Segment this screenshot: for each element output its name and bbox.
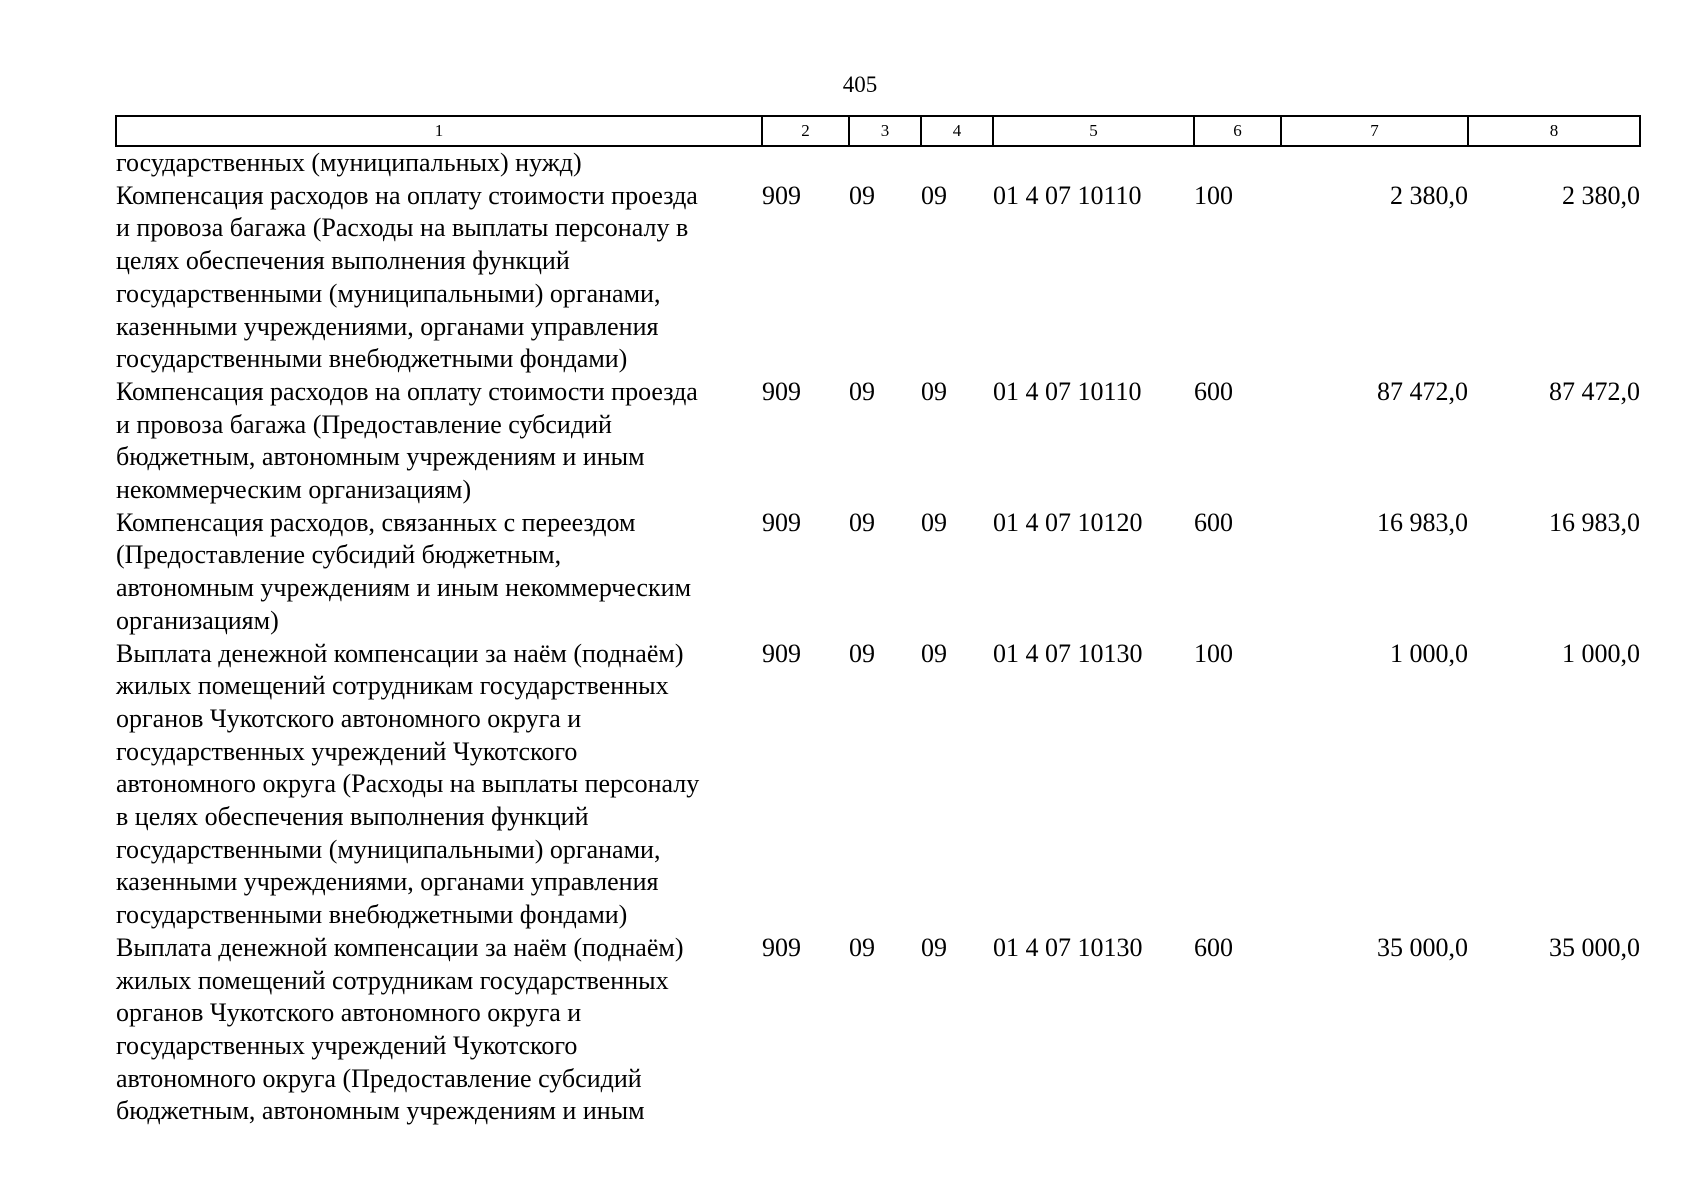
cell-gr: 909 [762,932,801,962]
cell-gr: 909 [762,507,801,537]
table-row [116,507,1640,638]
budget-table [115,115,1641,1128]
cell-vr: 100 [1194,180,1233,210]
cell-vr: 600 [1194,376,1233,406]
cell-sum-1: 16 983,0 [1377,507,1468,537]
row-description: Выплата денежной компенсации за наём (поднаём) жилых помещений сотрудникам государственных органов Чукотского автономного округа и государственных учреждений Чукотского автономного округа (Предоставление субсидий бюджетным, автономным учреждениям и иным [116,932,684,1126]
row-description: Компенсация расходов на оплату стоимости проезда и провоза багажа (Расходы на выплаты персоналу в целях обеспечения выполнения функций государственными (муниципальными) органами, казенными учреждениями, органами управления государственными внебюджетными фондами) [116,180,698,374]
cell-sum-2: 35 000,0 [1549,932,1640,962]
cell-gr: 909 [762,376,801,406]
cell-sum-2 [1468,146,1640,180]
cell-sum-2: 1 000,0 [1562,638,1640,668]
cell-pr: 09 [921,932,947,962]
cell-sum-2: 87 472,0 [1549,376,1640,406]
cell-vr [1194,146,1281,180]
cell-csr [993,146,1194,180]
row-description: Выплата денежной компенсации за наём (поднаём) жилых помещений сотрудникам государственных органов Чукотского автономного округа и государственных учреждений Чукотского автономного округа (Расходы на выплаты персоналу в целях обеспечения выполнения функций государственными (муниципальными) органами, казенными учреждениями, органами управления государственными внебюджетными фондами) [116,638,700,930]
cell-sum-1: 87 472,0 [1377,376,1468,406]
cell-rz: 09 [849,180,875,210]
column-header-5: 5 [993,116,1194,146]
column-header-2: 2 [762,116,849,146]
cell-pr: 09 [921,376,947,406]
column-number-header-row [116,116,1640,146]
cell-sum-1 [1281,146,1468,180]
cell-sum-2: 2 380,0 [1562,180,1640,210]
table-row [116,376,1640,507]
cell-vr: 600 [1194,507,1233,537]
cell-sum-1: 1 000,0 [1390,638,1468,668]
row-description: Компенсация расходов, связанных с переездом (Предоставление субсидий бюджетным, автономным учреждениям и иным некоммерческим организациям) [116,507,692,635]
cell-gr: 909 [762,180,801,210]
column-header-8: 8 [1468,116,1640,146]
cell-rz: 09 [849,376,875,406]
cell-gr [762,146,849,180]
column-header-7: 7 [1281,116,1468,146]
column-header-4: 4 [921,116,993,146]
cell-gr: 909 [762,638,801,668]
cell-csr: 01 4 07 10130 [993,932,1143,962]
column-header-6: 6 [1194,116,1281,146]
table-row [116,638,1640,932]
cell-pr [921,146,993,180]
cell-sum-1: 35 000,0 [1377,932,1468,962]
cell-sum-1: 2 380,0 [1390,180,1468,210]
table-row [116,146,1640,180]
cell-csr: 01 4 07 10110 [993,376,1142,406]
table-row [116,180,1640,376]
cell-pr: 09 [921,638,947,668]
cell-rz: 09 [849,638,875,668]
cell-rz: 09 [849,932,875,962]
cell-csr: 01 4 07 10120 [993,507,1143,537]
table-row [116,932,1640,1128]
column-header-3: 3 [849,116,921,146]
cell-vr: 100 [1194,638,1233,668]
cell-pr: 09 [921,180,947,210]
cell-vr: 600 [1194,932,1233,962]
column-header-1: 1 [116,116,762,146]
cell-sum-2: 16 983,0 [1549,507,1640,537]
cell-rz [849,146,921,180]
cell-csr: 01 4 07 10110 [993,180,1142,210]
row-description: государственных (муниципальных) нужд) [116,148,582,177]
cell-rz: 09 [849,507,875,537]
page-number: 405 [842,72,878,97]
row-description: Компенсация расходов на оплату стоимости проезда и провоза багажа (Предоставление субсидий бюджетным, автономным учреждениям и иным некоммерческим организациям) [116,376,698,505]
cell-pr: 09 [921,507,947,537]
cell-csr: 01 4 07 10130 [993,638,1143,668]
